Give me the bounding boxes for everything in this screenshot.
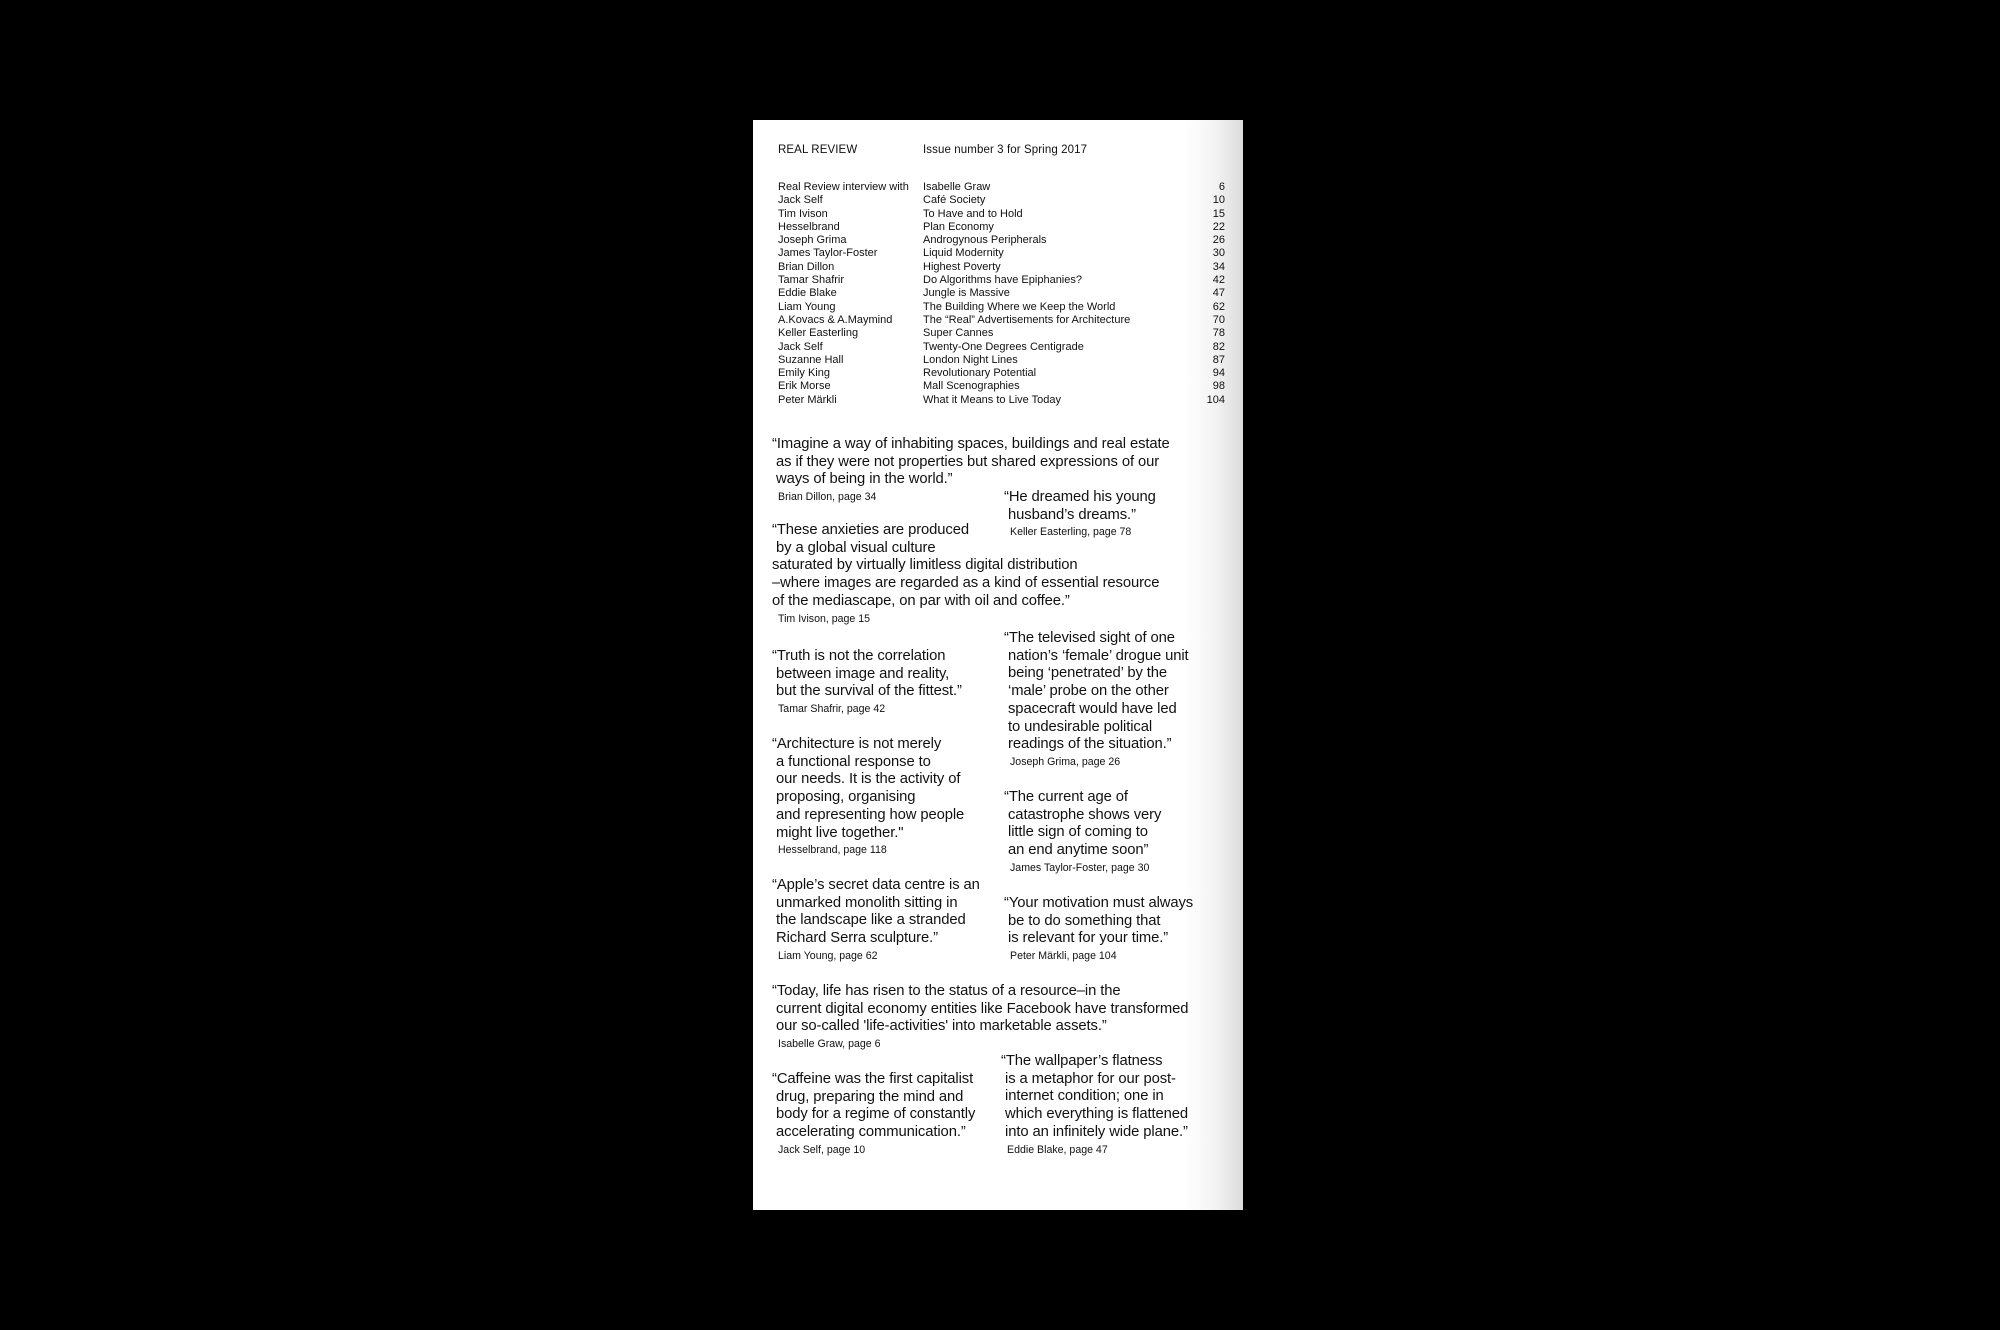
- quote-attribution: Keller Easterling, page 78: [1010, 526, 1132, 539]
- toc-row: [778, 221, 1225, 234]
- toc-author: Emily King: [778, 367, 830, 380]
- quote-jack-self: [772, 1071, 975, 1157]
- toc-author: Jack Self: [778, 340, 823, 353]
- table-of-contents: [778, 181, 1225, 407]
- quote-peter-markli: [1004, 895, 1193, 963]
- toc-page-number: 34: [1212, 260, 1225, 273]
- toc-page-number: 42: [1212, 274, 1225, 287]
- toc-title: To Have and to Hold: [923, 207, 1023, 220]
- toc-title: The “Real” Advertisements for Architecture: [923, 313, 1131, 326]
- toc-page-number: 62: [1212, 300, 1225, 313]
- toc-page-number: 98: [1212, 380, 1225, 393]
- toc-author: Hesselbrand: [778, 220, 840, 233]
- toc-title: Highest Poverty: [923, 260, 1001, 273]
- toc-row: [778, 394, 1225, 407]
- toc-row: [778, 314, 1225, 327]
- quote-hesselbrand: [772, 736, 964, 857]
- toc-row: [778, 181, 1225, 194]
- quote-attribution: James Taylor-Foster, page 30: [1010, 861, 1150, 874]
- toc-page-number: 47: [1212, 287, 1225, 300]
- quote-james-taylor-foster: [1004, 789, 1161, 875]
- toc-row: [778, 274, 1225, 287]
- toc-row: [778, 354, 1225, 367]
- quote-text: “He dreamed his young husband’s dreams.”: [1004, 489, 1156, 523]
- toc-author: A.Kovacs & A.Maymind: [778, 313, 893, 326]
- quote-text: “Today, life has risen to the status of a resource–in the current digital economy entities like Facebook have transformed our so-called 'life-activities' into marketable assets.”: [772, 983, 1189, 1035]
- quote-attribution: Joseph Grima, page 26: [1010, 755, 1121, 768]
- toc-page-number: 10: [1212, 194, 1225, 207]
- quote-text: “The televised sight of one nation’s ‘female’ drogue unit being ‘penetrated’ by the ‘male’ probe on the other spacecraft would have led to undesirable political readings of the situation.”: [1004, 630, 1189, 753]
- toc-author: Tamar Shafrir: [778, 274, 845, 287]
- toc-title: Twenty-One Degrees Centigrade: [923, 340, 1084, 353]
- toc-page-number: 70: [1212, 313, 1225, 326]
- toc-author: Liam Young: [778, 300, 836, 313]
- toc-title: Super Cannes: [923, 327, 994, 340]
- toc-title: Revolutionary Potential: [923, 367, 1037, 380]
- toc-row: [778, 247, 1225, 260]
- toc-author: James Taylor-Foster: [778, 247, 878, 260]
- quote-text: “Your motivation must always be to do something that is relevant for your time.”: [1004, 895, 1194, 947]
- toc-row: [778, 208, 1225, 221]
- quote-attribution: Hesselbrand, page 118: [778, 844, 887, 857]
- toc-row: [778, 234, 1225, 247]
- toc-title: Isabelle Graw: [923, 181, 991, 193]
- quote-text: “Architecture is not merely a functional response to our needs. It is the activity of proposing, organising and representing how people might live together.": [772, 736, 965, 841]
- toc-page-number: 78: [1212, 327, 1225, 340]
- toc-row: [778, 380, 1225, 393]
- toc-row: [778, 301, 1225, 314]
- toc-title: Do Algorithms have Epiphanies?: [923, 274, 1082, 287]
- quote-text: “These anxieties are produced by a global visual culture saturated by virtually limitless digital distribution –where images are regarded as a kind of essential resource of the mediascape, on par with oil and coffee.”: [772, 522, 1160, 609]
- toc-page-number: 15: [1212, 207, 1225, 220]
- quote-text: “Imagine a way of inhabiting spaces, buildings and real estate as if they were not properties but shared expressions of our ways of being in the world.”: [772, 436, 1170, 488]
- quote-text: “The current age of catastrophe shows very little sign of coming to an end anytime soon”: [1004, 789, 1162, 859]
- quote-liam-young: [772, 877, 980, 963]
- toc-author: Joseph Grima: [778, 234, 847, 247]
- toc-title: Jungle is Massive: [923, 287, 1010, 300]
- toc-author: Tim Ivison: [778, 207, 828, 220]
- quote-tim-ivison: [772, 522, 1159, 626]
- quote-attribution: Eddie Blake, page 47: [1007, 1143, 1108, 1156]
- quote-text: “Truth is not the correlation between image and reality, but the survival of the fittest.”: [772, 648, 962, 700]
- quote-text: “Caffeine was the first capitalist drug, preparing the mind and body for a regime of constantly accelerating communication.”: [772, 1071, 976, 1141]
- toc-row: [778, 327, 1225, 340]
- toc-row: [778, 287, 1225, 300]
- toc-title: Liquid Modernity: [923, 247, 1004, 260]
- quote-isabelle-graw: [772, 983, 1188, 1051]
- toc-row: [778, 261, 1225, 274]
- toc-author: Suzanne Hall: [778, 353, 844, 366]
- toc-title: Mall Scenographies: [923, 380, 1020, 393]
- quote-eddie-blake: [1001, 1053, 1188, 1157]
- issue-label: Issue number 3 for Spring 2017: [923, 144, 1088, 156]
- magazine-page: [753, 120, 1243, 1210]
- toc-page-number: 82: [1212, 340, 1225, 353]
- toc-page-number: 26: [1212, 234, 1225, 247]
- toc-author: Keller Easterling: [778, 327, 859, 340]
- quote-text: “The wallpaper’s flatness is a metaphor for our post- internet condition; one in which everything is flattened into an infinitely wide plane.”: [1001, 1053, 1188, 1140]
- toc-page-number: 6: [1218, 181, 1225, 193]
- toc-page-number: 104: [1206, 393, 1225, 406]
- quote-attribution: Liam Young, page 62: [778, 949, 878, 962]
- quote-attribution: Brian Dillon, page 34: [778, 491, 877, 504]
- toc-author: Erik Morse: [778, 380, 831, 393]
- toc-title: Androgynous Peripherals: [923, 234, 1047, 247]
- publication-title: REAL REVIEW: [778, 144, 858, 156]
- toc-author: Peter Märkli: [778, 393, 837, 406]
- toc-title: London Night Lines: [923, 353, 1018, 366]
- quote-attribution: Peter Märkli, page 104: [1010, 950, 1117, 963]
- toc-title: The Building Where we Keep the World: [923, 300, 1116, 313]
- quote-attribution: Tim Ivison, page 15: [778, 612, 871, 625]
- toc-author: Jack Self: [778, 194, 823, 207]
- toc-title: What it Means to Live Today: [923, 393, 1061, 406]
- quote-attribution: Jack Self, page 10: [778, 1143, 866, 1156]
- toc-page-number: 87: [1212, 353, 1225, 366]
- toc-page-number: 94: [1212, 367, 1225, 380]
- toc-author: Brian Dillon: [778, 260, 835, 273]
- toc-page-number: 22: [1212, 220, 1225, 233]
- toc-title: Plan Economy: [923, 220, 994, 233]
- toc-page-number: 30: [1212, 247, 1225, 260]
- toc-author: Real Review interview with: [778, 181, 909, 193]
- toc-row: [778, 194, 1225, 207]
- toc-row: [778, 367, 1225, 380]
- toc-row: [778, 341, 1225, 354]
- quote-tamar-shafrir: [772, 648, 962, 716]
- toc-author: Eddie Blake: [778, 287, 837, 300]
- toc-title: Café Society: [923, 194, 986, 207]
- quote-text: “Apple’s secret data centre is an unmarked monolith sitting in the landscape like a stranded Richard Serra sculpture.”: [772, 877, 980, 947]
- quote-attribution: Isabelle Graw, page 6: [778, 1038, 881, 1051]
- quote-joseph-grima: [1004, 630, 1189, 769]
- quote-attribution: Tamar Shafrir, page 42: [778, 703, 886, 716]
